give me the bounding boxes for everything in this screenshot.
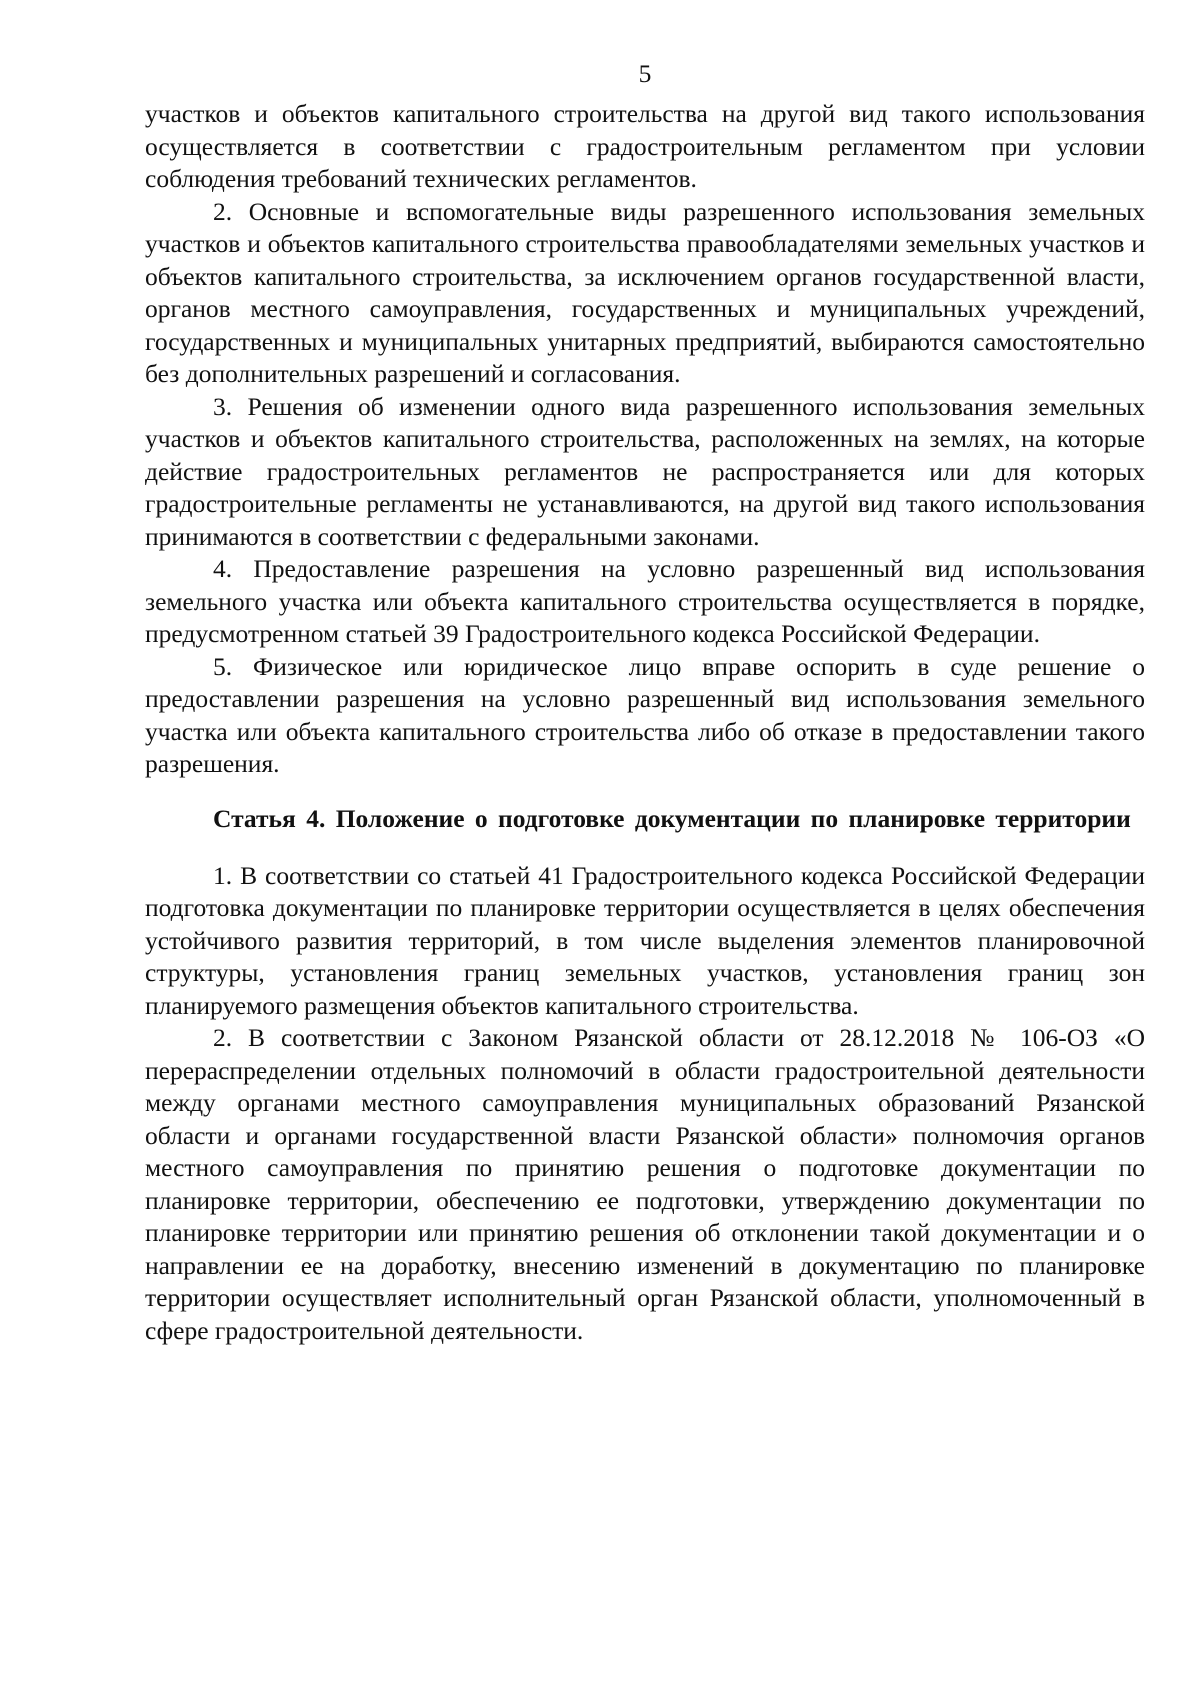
document-page: [145, 58, 1145, 1347]
paragraph-continuation: участков и объектов капитального строительства на другой вид такого использования осуществляется в соответствии с градостроительным регламентом при условии соблюдения требований технических регламентов.: [145, 99, 1145, 193]
page-number: 5: [638, 59, 652, 88]
paragraph-4: 4. Предоставление разрешения на условно разрешенный вид использования земельного участка или объекта капитального строительства осуществляется в порядке, предусмотренном статьей 39 Градостроительного кодекса Российской Федерации.: [145, 554, 1145, 648]
paragraph-2: 2. Основные и вспомогательные виды разрешенного использования земельных участков и объектов капитального строительства правообладателями земельных участков и объектов капитального строительства, за исключением органов государственной власти, органов местного самоуправления, государственных и муниципальных учреждений, государственных и муниципальных унитарных предприятий, выбираются самостоятельно без дополнительных разрешений и согласования.: [145, 196, 1145, 388]
paragraph-5: 5. Физическое или юридическое лицо вправе оспорить в суде решение о предоставлении разрешения на условно разрешенный вид использования земельного участка или объекта капитального строительства либо об отказе в предоставлении такого разрешения.: [145, 651, 1145, 778]
article-4-paragraph-1: 1. В соответствии со статьей 41 Градостроительного кодекса Российской Федерации подготовка документации по планировке территории осуществляется в целях обеспечения устойчивого развития территорий, в том числе выделения элементов планировочной структуры, установления границ земельных участков, установления границ зон планируемого размещения объектов капитального строительства.: [145, 860, 1145, 1020]
paragraph-3: 3. Решения об изменении одного вида разрешенного использования земельных участков и объектов капитального строительства, расположенных на землях, на которые действие градостроительных регламентов не распространяется или для которых градостроительные регламенты не устанавливаются, на другой вид такого использования принимаются в соответствии с федеральными законами.: [145, 391, 1145, 551]
article-4-paragraph-2: 2. В соответствии с Законом Рязанской области от 28.12.2018 № 106-ОЗ «О перераспределении отдельных полномочий в области градостроительной деятельности между органами местного самоуправления муниципальных образований Рязанской области и органами государственной власти Рязанской области» полномочия органов местного самоуправления по принятию решения о подготовке документации по планировке территории, обеспечению ее подготовки, утверждению документации по планировке территории или принятию решения об отклонении такой документации и о направлении ее на доработку, внесению изменений в документацию по планировке территории осуществляет исполнительный орган Рязанской области, уполномоченный в сфере градостроительной деятельности.: [145, 1023, 1145, 1345]
article-4-heading: Статья 4. Положение о подготовке документации по планировке территории: [213, 803, 1131, 833]
